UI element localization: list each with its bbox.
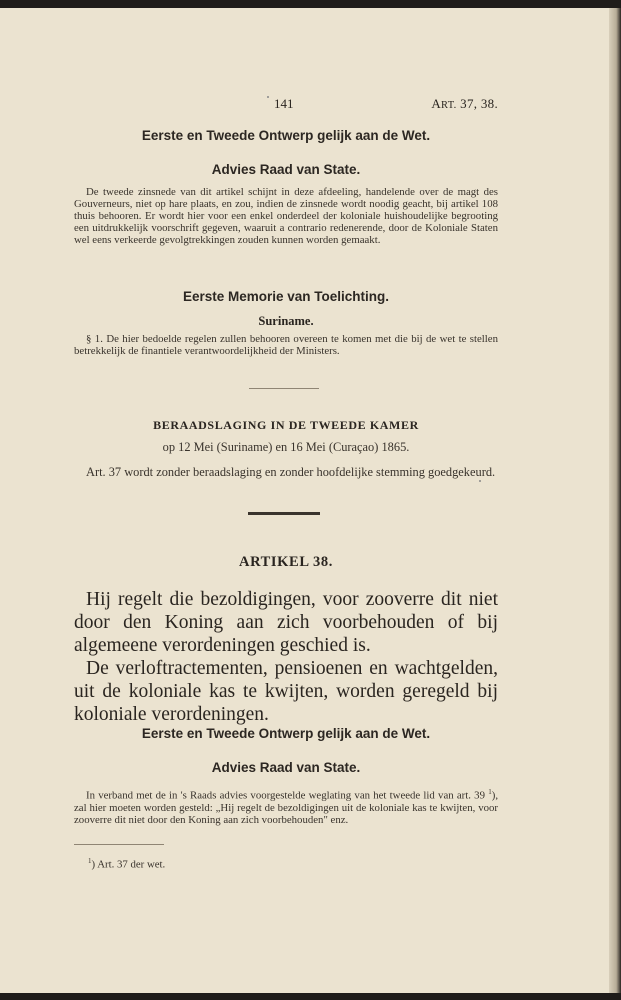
section-subheading: Suriname. [258, 314, 314, 328]
footnote-marker: 1 [88, 857, 92, 865]
section-subheading: Advies Raad van State. [211, 162, 361, 177]
article-paragraph: Hij regelt die bezoldigingen, voor zooverre dit niet door den Koning aan zich voorbehouden of bij algemeene verordeningen geschied is. [74, 589, 498, 656]
paragraph: § 1. De hier bedoelde regelen zullen behooren overeen te komen met die bij de wet te stellen betrekkelijk de finantiele verantwoordelijkheid der Ministers. [74, 333, 498, 357]
article-text [74, 588, 498, 726]
section-heading: Eerste en Tweede Ontwerp gelijk aan de Wet. [141, 128, 431, 143]
running-head [74, 96, 498, 116]
section-heading: BERAADSLAGING IN DE TWEEDE KAMER [153, 418, 419, 432]
page-number: 141 [274, 96, 294, 111]
footnote-rule [74, 844, 164, 845]
date-line: op 12 Mei (Suriname) en 16 Mei (Curaçao) 1865. [162, 440, 410, 454]
section-heading: Eerste en Tweede Ontwerp gelijk aan de Wet. [141, 726, 431, 741]
article-reference: ART. 37, 38. [431, 96, 498, 111]
article-paragraph: De verloftractementen, pensioenen en wachtgelden, uit de koloniale kas te kwijten, worden geregeld bij koloniale verordeningen. [74, 658, 498, 725]
divider-rule [249, 388, 319, 389]
footnote: $^1$) Art. 37 der wet. [88, 857, 166, 871]
section-subheading: Advies Raad van State. [211, 760, 361, 775]
paragraph: De tweede zinsnede van dit artikel schijnt in deze afdeeling, handelende over de magt des Gouverneurs, niet op hare plaats, en zou, indien de zinsnede wordt noodig geacht, bij artikel 108 thuis behooren. Er wordt hier voor een enkel onderdeel der koloniale huishoudelijke begrooting een uitdrukkelijk voorschrift gegeven, waaruit a contrario redenerende, door de Koloniale Staten wel eens verkeerde gevolgtrekkingen zouden kunnen worden gemaakt. [74, 186, 498, 246]
paragraph: In verband met de in 's Raads advies voorgestelde weglating van het tweede lid van art. 39 $^1$), zal hier moeten worden gesteld: „Hij regelt de bezoldigingen uit de koloniale kas te kwijten, voor zooverre dit niet door den Koning aan zich voorbehouden" enz. [74, 788, 499, 826]
section-heading: Eerste Memorie van Toelichting. [182, 289, 390, 304]
article-title: ARTIKEL 38. [239, 554, 333, 570]
print-speck [479, 480, 481, 482]
book-page [0, 8, 610, 993]
footnote-reference: 1 [488, 788, 492, 796]
divider-rule-thick [248, 512, 320, 515]
print-speck [267, 96, 269, 98]
page-edge [609, 8, 621, 993]
paragraph: Art. 37 wordt zonder beraadslaging en zonder hoofdelijke stemming goedgekeurd. [86, 465, 496, 479]
